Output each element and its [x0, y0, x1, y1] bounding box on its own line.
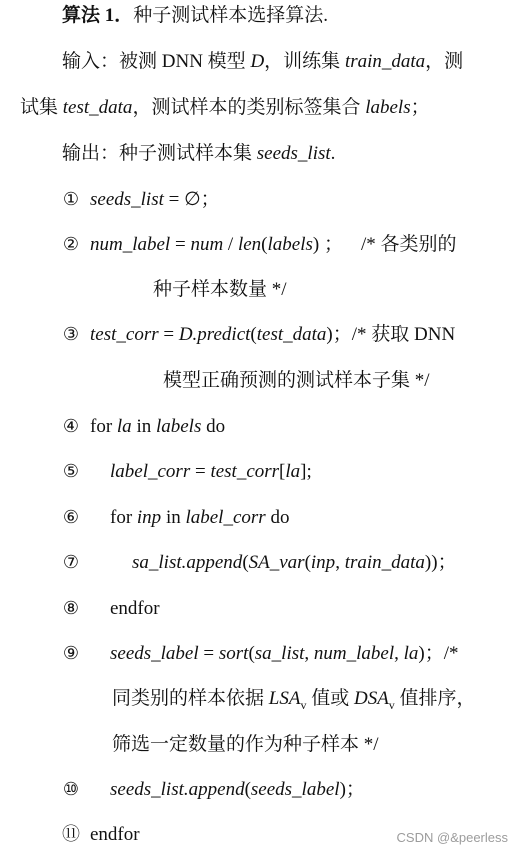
step-10	[60, 778, 365, 802]
step-code: test_corr	[90, 324, 159, 345]
step-number: ②	[62, 234, 80, 255]
step-comment-var: DSA	[353, 688, 389, 709]
step-code: in	[161, 507, 186, 528]
step-code: endfor	[110, 598, 160, 619]
step-code: )；/*	[418, 643, 459, 664]
step-code: num_label	[90, 234, 171, 255]
step-code: =	[198, 643, 219, 664]
input-text: 试集	[20, 97, 63, 118]
step-comment-var: LSA	[268, 688, 301, 709]
step-code: num	[190, 234, 224, 255]
step-code: test_data	[256, 324, 327, 345]
step-number: ⑩	[62, 779, 80, 800]
step-9-comment-cont-2	[112, 733, 379, 757]
step-code: =	[158, 324, 179, 345]
step-comment: 模型正确预测的测试样本子集 */	[163, 370, 430, 391]
step-5	[60, 460, 312, 484]
step-3	[60, 323, 455, 347]
step-code: sa_list.append	[132, 552, 243, 573]
step-comment: /* 各类别的	[360, 234, 457, 255]
step-code: do	[265, 507, 290, 528]
step-code: ,	[335, 552, 345, 573]
step-7	[60, 551, 457, 575]
step-number: ⑨	[62, 643, 80, 664]
step-9	[60, 642, 459, 666]
step-comment: 筛选一定数量的作为种子样本 */	[112, 734, 379, 755]
step-code: seeds_list	[90, 189, 164, 210]
csdn-watermark: CSDN @&peerless	[396, 830, 508, 845]
step-code: ];	[300, 461, 312, 482]
step-number: ③	[62, 324, 80, 345]
step-code: D.predict	[178, 324, 251, 345]
step-number: ④	[62, 416, 80, 437]
step-code: =	[190, 461, 211, 482]
step-number: ⑤	[62, 461, 80, 482]
step-code: inp	[136, 507, 162, 528]
step-comment: /* 获取 DNN	[351, 324, 456, 345]
input-text: ；	[410, 97, 430, 118]
input-text: ，测	[425, 51, 464, 72]
output-seeds-var: seeds_list	[256, 143, 331, 164]
input-text: 被测 DNN 模型	[119, 51, 251, 72]
algorithm-title-text: 种子测试样本选择算法.	[133, 5, 329, 26]
step-code: seeds_list.append	[110, 779, 245, 800]
step-3-comment-cont	[163, 369, 430, 393]
input-train-var: train_data	[344, 51, 426, 72]
output-end: .	[330, 143, 336, 164]
step-number: ⑥	[62, 507, 80, 528]
step-comment-sub: v	[388, 697, 395, 712]
step-code: seeds_label	[250, 779, 340, 800]
step-code: for	[90, 416, 117, 437]
step-code: inp	[310, 552, 336, 573]
step-2-comment-cont	[153, 278, 287, 302]
step-code: (	[250, 324, 257, 345]
step-number: ⑪	[62, 824, 80, 845]
step-11	[60, 823, 140, 847]
step-code: (	[261, 234, 268, 255]
step-code: =	[170, 234, 191, 255]
step-code: (	[248, 643, 255, 664]
step-number: ⑦	[62, 552, 80, 573]
input-test-var: test_data	[62, 97, 133, 118]
step-code: SA_var	[248, 552, 305, 573]
input-text: ，测试样本的类别标签集合	[132, 97, 366, 118]
step-code: )；	[326, 324, 352, 345]
step-code: la	[116, 416, 132, 437]
step-code: (	[244, 779, 251, 800]
step-number: ⑧	[62, 598, 80, 619]
step-comment: 种子样本数量 */	[153, 279, 287, 300]
input-model-var: D	[250, 51, 265, 72]
step-comment-sub: v	[300, 697, 307, 712]
step-code: /	[223, 234, 238, 255]
step-code: (	[242, 552, 249, 573]
step-code: labels	[267, 234, 313, 255]
output-line	[62, 142, 335, 166]
step-code: len	[237, 234, 262, 255]
step-code: label_corr	[110, 461, 191, 482]
step-4	[60, 415, 225, 439]
step-code: sa_list	[254, 643, 305, 664]
step-code: sort	[218, 643, 249, 664]
input-label: 输入：	[62, 51, 120, 72]
step-code: in	[131, 416, 156, 437]
step-code: label_corr	[185, 507, 266, 528]
step-code: = ∅；	[163, 189, 220, 210]
step-code: labels	[155, 416, 202, 437]
step-code: ,	[304, 643, 314, 664]
step-6	[60, 506, 289, 530]
step-comment: 值或	[306, 688, 354, 709]
step-code: endfor	[90, 824, 140, 845]
algorithm-title	[62, 4, 328, 28]
step-comment: 值排序，	[394, 688, 476, 709]
output-label: 输出：	[62, 143, 120, 164]
step-code: ) ；	[312, 234, 343, 255]
step-code: num_label	[313, 643, 395, 664]
input-labels-var: labels	[365, 97, 411, 118]
step-8	[60, 597, 160, 621]
step-comment: 同类别的样本依据	[112, 688, 269, 709]
step-code: train_data	[344, 552, 425, 573]
step-code: (	[304, 552, 311, 573]
input-line-2	[20, 96, 430, 120]
step-code: ))；	[424, 552, 457, 573]
step-code: )；	[339, 779, 365, 800]
input-text: ，训练集	[264, 51, 345, 72]
step-code: seeds_label	[110, 643, 199, 664]
step-code: test_corr	[210, 461, 280, 482]
step-2	[60, 233, 457, 257]
output-text: 种子测试样本集	[119, 143, 257, 164]
step-1	[60, 188, 220, 212]
step-code: la	[403, 643, 419, 664]
input-line-1	[62, 50, 463, 74]
step-code: for	[110, 507, 137, 528]
step-code: [	[279, 461, 286, 482]
step-code: ,	[394, 643, 404, 664]
algorithm-title-label: 算法 1．	[62, 5, 134, 26]
step-code: la	[285, 461, 301, 482]
step-9-comment-cont-1	[112, 687, 476, 717]
step-code: do	[201, 416, 226, 437]
step-number: ①	[62, 189, 80, 210]
